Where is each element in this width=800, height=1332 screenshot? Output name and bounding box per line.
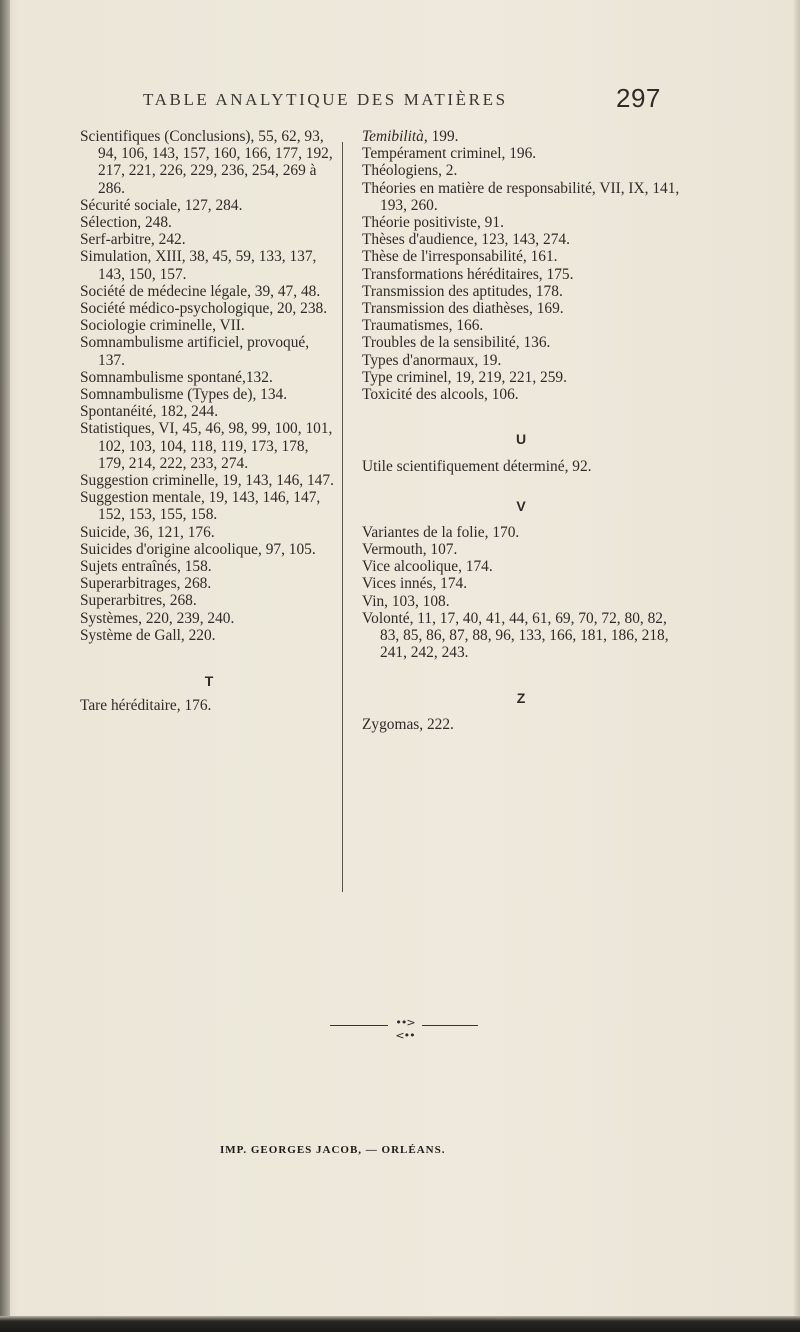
- index-entry: Superarbitrages, 268.: [80, 575, 212, 593]
- index-entry: Superarbitres, 268.: [80, 592, 197, 610]
- section-letter-u: U: [515, 431, 527, 448]
- index-entry: Scientifiques (Conclusions), 55, 62, 93, 94, 106, 143, 157, 160, 166, 177, 192, 217, 221, 226, 229, 236, 254, 269 à 286.: [80, 128, 333, 197]
- page-number: 297: [616, 83, 661, 113]
- index-entry: Théories en matière de responsabilité, VII, IX, 141, 193, 260.: [362, 179, 680, 214]
- section-letter-v: V: [516, 497, 526, 514]
- index-entry: Thèse de l'irresponsabilité, 161.: [362, 248, 558, 266]
- end-ornament: [330, 1016, 478, 1042]
- index-entry: Tare héréditaire, 176.: [80, 697, 212, 715]
- index-entry: Vermouth, 107.: [362, 541, 458, 559]
- index-entry: Théorie positiviste, 91.: [362, 214, 504, 232]
- index-entry: Somnambulisme (Types de), 134.: [80, 386, 288, 404]
- index-entry: Vin, 103, 108.: [362, 592, 450, 610]
- index-entry: Variantes de la folie, 170.: [362, 523, 520, 541]
- index-entry: Vice alcoolique, 174.: [362, 558, 493, 576]
- page-header: [0, 84, 800, 124]
- index-entry: Sélection, 248.: [80, 214, 172, 232]
- index-entry: Tempérament criminel, 196.: [362, 145, 537, 163]
- book-spine-shadow: [0, 0, 10, 1332]
- index-column-left: [80, 128, 338, 715]
- page-edge-shadow: [794, 0, 800, 1332]
- index-entry: Statistiques, VI, 45, 46, 98, 99, 100, 101, 102, 103, 104, 118, 119, 173, 178, 179, 214, 222, 233, 274.: [80, 420, 333, 472]
- index-entry: Société de médecine légale, 39, 47, 48.: [80, 282, 321, 300]
- index-entry: [362, 128, 680, 145]
- index-entry: Toxicité des alcools, 106.: [362, 386, 519, 404]
- column-divider: [342, 142, 343, 892]
- index-entry: Sujets entraînés, 158.: [80, 558, 212, 576]
- index-entry: Spontanéité, 182, 244.: [80, 403, 219, 421]
- running-title: TABLE ANALYTIQUE DES MATIÈRES: [143, 90, 508, 109]
- index-entry: Serf-arbitre, 242.: [80, 231, 186, 249]
- index-entry: Suggestion criminelle, 19, 143, 146, 147.: [80, 472, 334, 490]
- index-column-right: [362, 128, 680, 733]
- index-entry: Thèses d'audience, 123, 143, 274.: [362, 231, 570, 249]
- index-entry: Utile scientifiquement déterminé, 92.: [362, 458, 592, 476]
- index-entry: Types d'anormaux, 19.: [362, 351, 502, 369]
- index-entry: Troubles de la sensibilité, 136.: [362, 334, 551, 352]
- index-entry: Zygomas, 222.: [362, 715, 454, 733]
- index-entry: Vices innés, 174.: [362, 575, 468, 593]
- index-entry: Type criminel, 19, 219, 221, 259.: [362, 368, 567, 386]
- printer-imprint: IMP. GEORGES JACOB, — ORLÉANS.: [220, 1144, 446, 1156]
- scan-bottom-edge: [0, 1316, 800, 1332]
- index-entry: Société médico-psychologique, 20, 238.: [80, 300, 328, 318]
- entry-term-italic: Temibilità: [362, 128, 424, 145]
- index-entry: Système de Gall, 220.: [80, 626, 216, 644]
- index-entry: Somnambulisme spontané,132.: [80, 368, 273, 386]
- index-entry: Somnambulisme artificiel, provoqué, 137.: [80, 334, 310, 369]
- index-entry: Simulation, XIII, 38, 45, 59, 133, 137, 143, 150, 157.: [80, 248, 317, 283]
- index-entry: Volonté, 11, 17, 40, 41, 44, 61, 69, 70, 72, 80, 82, 83, 85, 86, 87, 88, 96, 133, 166, 181, 186, 218, 241, 242, 243.: [362, 609, 669, 662]
- index-entry: Traumatismes, 166.: [362, 317, 484, 335]
- ornament-rule-right: [422, 1025, 478, 1026]
- ornament-glyph: ••><••: [395, 1016, 415, 1042]
- index-entry: Sociologie criminelle, VII.: [80, 317, 245, 335]
- index-entry: Systèmes, 220, 239, 240.: [80, 609, 235, 627]
- index-entry: Transmission des diathèses, 169.: [362, 300, 564, 318]
- index-entry: Suggestion mentale, 19, 143, 146, 147, 152, 153, 155, 158.: [80, 489, 321, 524]
- section-letter-t: T: [204, 673, 214, 690]
- index-entry: Sécurité sociale, 127, 284.: [80, 196, 243, 214]
- entry-text: , 199.: [423, 128, 459, 145]
- section-letter-z: Z: [516, 690, 526, 707]
- ornament-rule-left: [330, 1025, 388, 1026]
- index-entry: Suicides d'origine alcoolique, 97, 105.: [80, 540, 316, 558]
- index-entry: Transformations héréditaires, 175.: [362, 265, 574, 283]
- index-entry: Transmission des aptitudes, 178.: [362, 282, 563, 300]
- index-entry: Suicide, 36, 121, 176.: [80, 523, 215, 541]
- index-entry: Théologiens, 2.: [362, 162, 458, 180]
